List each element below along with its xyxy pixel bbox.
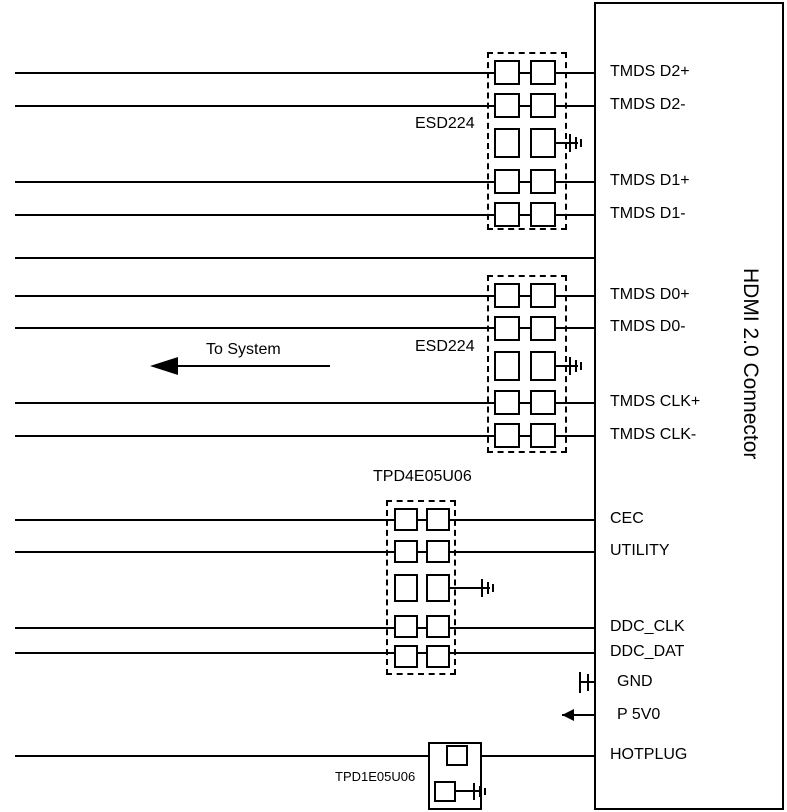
signal-line-hotplug	[15, 755, 594, 757]
esd224-top-pad-2b	[530, 93, 556, 118]
tpd1e05u06-pad-2	[434, 781, 456, 802]
pin-label-tmds-clk-n: TMDS CLK-	[610, 426, 697, 443]
tpd4e05u06-pad-2b	[426, 540, 450, 563]
to-system-label: To System	[206, 341, 281, 358]
signal-line-ddc-dat	[15, 652, 594, 654]
tpd4e05u06-pad-1b	[426, 508, 450, 531]
pin-label-tmds-d0-p: TMDS D0+	[610, 286, 690, 303]
tpd4e05u06-pad-5b	[426, 645, 450, 668]
hdmi-connector-label: HDMI 2.0 Connector	[739, 268, 762, 460]
esd224-mid-pad-2b	[530, 316, 556, 341]
esd224-mid-pad-1b	[530, 283, 556, 308]
esd224-top-pad-1b	[530, 60, 556, 85]
tpd4e05u06-pad-5a	[394, 645, 418, 668]
signal-line-utility	[15, 551, 594, 553]
esd224-mid-pad-1a	[494, 283, 520, 308]
pin-label-ddc-clk: DDC_CLK	[610, 618, 685, 635]
pin-label-ddc-dat: DDC_DAT	[610, 643, 685, 660]
tpd1e05u06-pad-1	[446, 745, 468, 766]
esd224-top-pad-5b	[530, 202, 556, 227]
pin-label-hotplug: HOTPLUG	[610, 746, 688, 763]
esd224-mid-pad-3b	[530, 351, 556, 381]
esd224-mid-label: ESD224	[415, 338, 475, 355]
tpd1e05u06-label: TPD1E05U06	[335, 769, 416, 784]
esd224-mid-pad-5b	[530, 423, 556, 448]
pin-label-tmds-clk-p: TMDS CLK+	[610, 393, 701, 410]
esd224-top-pad-5a	[494, 202, 520, 227]
pin-label-tmds-d1-p: TMDS D1+	[610, 172, 690, 189]
esd224-top-pad-3b	[530, 128, 556, 158]
esd224-mid-pad-4b	[530, 390, 556, 415]
signal-line-cec	[15, 519, 594, 521]
esd224-mid-pad-5a	[494, 423, 520, 448]
esd224-top-pad-4a	[494, 169, 520, 194]
pin-label-p5v0: P 5V0	[617, 706, 661, 723]
tpd4e05u06-pad-3a	[394, 574, 418, 602]
tpd4e05u06-pad-3b	[426, 574, 450, 602]
esd224-mid-pad-4a	[494, 390, 520, 415]
pin-label-tmds-d1-n: TMDS D1-	[610, 205, 686, 222]
pin-label-tmds-d2-n: TMDS D2-	[610, 96, 686, 113]
esd224-top-pad-1a	[494, 60, 520, 85]
esd224-mid-pad-3a	[494, 351, 520, 381]
esd224-top-pad-4b	[530, 169, 556, 194]
tpd4e05u06-pad-4a	[394, 615, 418, 638]
esd224-top-pad-2a	[494, 93, 520, 118]
pin-label-tmds-d2-p: TMDS D2+	[610, 63, 690, 80]
pin-label-tmds-d0-n: TMDS D0-	[610, 318, 686, 335]
tpd4e05u06-pad-2a	[394, 540, 418, 563]
esd224-top-label: ESD224	[415, 115, 475, 132]
esd224-top-pad-3a	[494, 128, 520, 158]
esd224-mid-pad-2a	[494, 316, 520, 341]
pin-label-utility: UTILITY	[610, 542, 670, 559]
pin-label-gnd: GND	[617, 673, 653, 690]
signal-line-ddc-clk	[15, 627, 594, 629]
signal-line-spare-bus	[15, 257, 594, 259]
tpd4e05u06-label: TPD4E05U06	[373, 468, 472, 485]
tpd4e05u06-pad-4b	[426, 615, 450, 638]
pin-label-cec: CEC	[610, 510, 644, 527]
tpd4e05u06-pad-1a	[394, 508, 418, 531]
